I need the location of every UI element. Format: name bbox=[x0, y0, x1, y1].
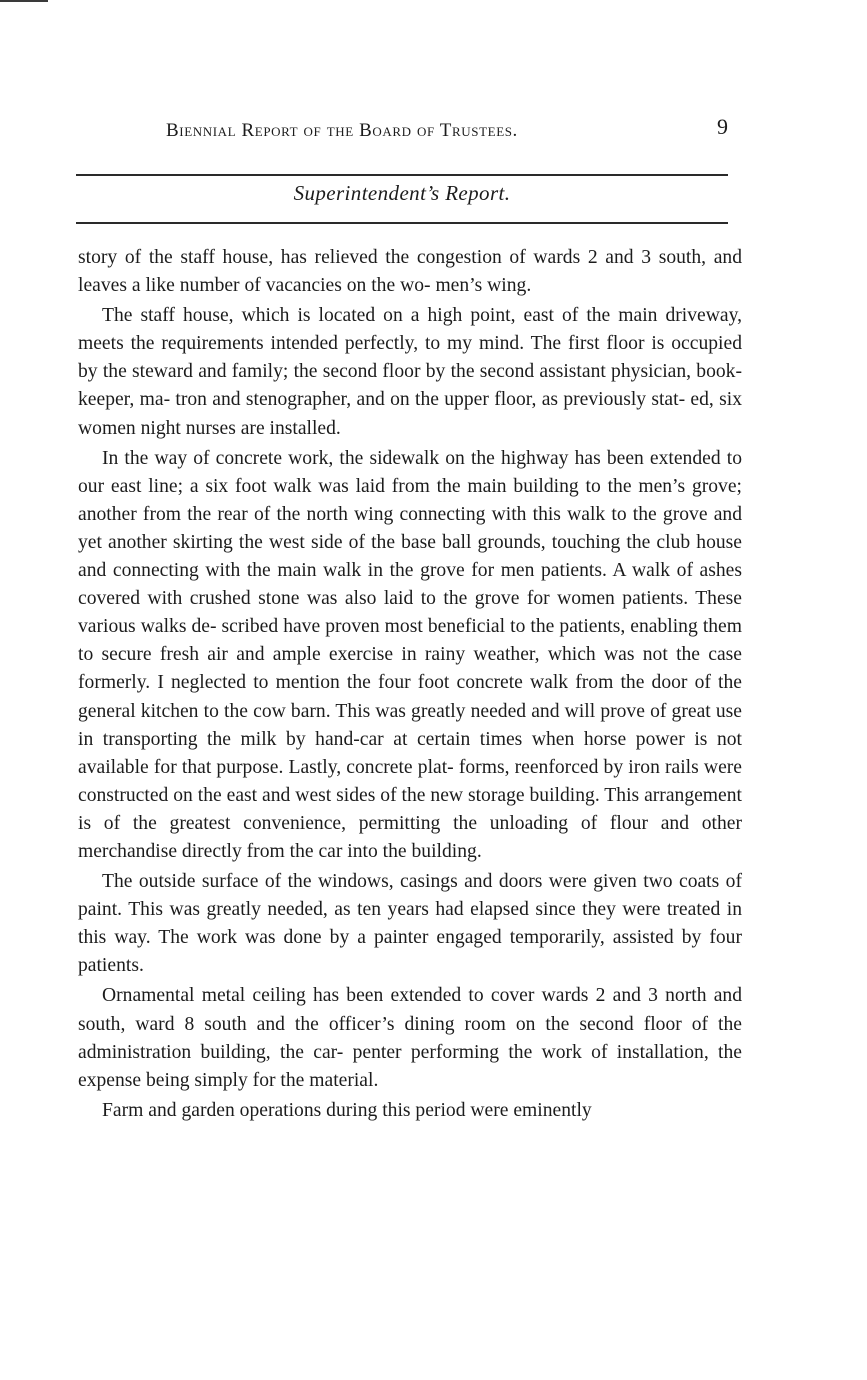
top-edge-rule bbox=[0, 0, 48, 2]
paragraph-continues: Farm and garden operations during this period were eminently bbox=[102, 1099, 592, 1121]
running-head bbox=[78, 114, 728, 154]
paragraph: The outside surface of the windows, casings and doors were given two coats of paint. This was greatly needed, as ten years had elapsed since they were treated in this way. The work was done by a painter engaged temporarily, assisted by four patients. bbox=[78, 871, 742, 977]
running-title: Biennial Report of the Board of Trustees. bbox=[166, 120, 518, 141]
section-heading: Superintendent’s Report. bbox=[293, 181, 511, 205]
page-number: 9 bbox=[717, 114, 728, 139]
paragraph: The staff house, which is located on a high point, east of the main driveway, meets the requirements intended perfectly, to my mind. The first floor is occupied by the steward and family; the second floor by the second assistant physician, book-keeper, ma- tron and stenographer, and on the upper floor, as previously stat- ed, six women night nurses are installed. bbox=[78, 305, 742, 439]
paragraph: Ornamental metal ceiling has been extended to cover wards 2 and 3 north and south, ward 8 south and the officer’s dining room on the second floor of the administration building, the car- penter performing the work of installation, the expense being simply for the material. bbox=[78, 985, 742, 1091]
paragraph-continued: story of the staff house, has relieved the congestion of wards 2 and 3 south, and leaves a like number of vacancies on the wo- men’s wing. bbox=[78, 247, 742, 297]
header-rule-bottom bbox=[76, 222, 728, 224]
paragraph: In the way of concrete work, the sidewalk on the highway has been extended to our east line; a six foot walk was laid from the main building to the men’s grove; another from the rear of the north wing connecting with this walk to the grove and yet another skirting the west side of the base ball grounds, touching the club house and connecting with the main walk in the grove for men patients. A walk of ashes covered with crushed stone was also laid to the grove for women patients. These various walks de- scribed have proven most beneficial to the patients, enabling them to secure fresh air and ample exercise in rainy weather, which was not the case formerly. I neglected to mention the four foot concrete walk from the door of the general kitchen to the cow barn. This was greatly needed and will prove of great use in transporting the milk by hand-car at certain times when horse power is not available for that purpose. Lastly, concrete plat- forms, reenforced by iron rails were constructed on the east and west sides of the new storage building. This arrangement is of the greatest convenience, permitting the unloading of flour and other merchandise directly from the car into the building. bbox=[78, 447, 742, 862]
header-rule-top bbox=[76, 174, 728, 176]
body-text bbox=[78, 244, 742, 1125]
